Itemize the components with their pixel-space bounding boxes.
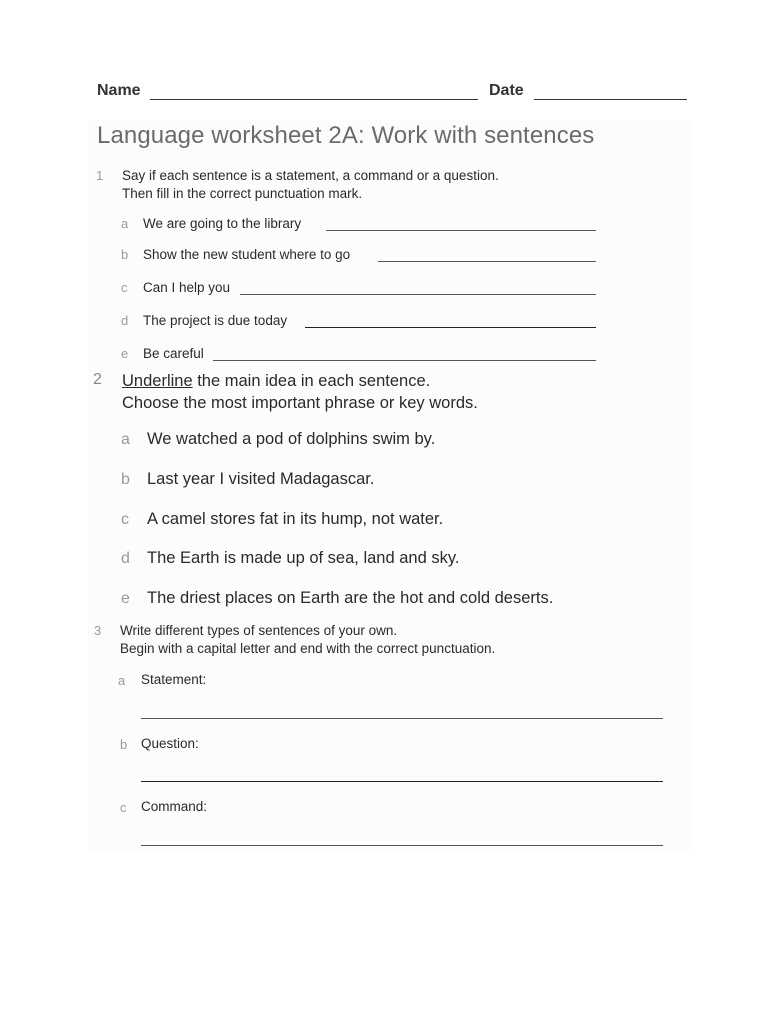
question-1-answer-line[interactable] bbox=[326, 230, 596, 231]
name-field[interactable] bbox=[150, 99, 478, 100]
question-1-item-text: The project is due today bbox=[143, 313, 288, 328]
question-1-item-letter: e bbox=[121, 346, 129, 361]
question-2-item-letter: e bbox=[121, 590, 130, 607]
date-label: Date bbox=[489, 82, 524, 99]
question-2-sentence[interactable]: We watched a pod of dolphins swim by. bbox=[147, 430, 436, 448]
command-label: Command: bbox=[141, 799, 208, 814]
question-2-sentence[interactable]: A camel stores fat in its hump, not water. bbox=[147, 510, 444, 528]
question-2-sentence[interactable]: The Earth is made up of sea, land and sky. bbox=[147, 549, 460, 567]
question-1-item-text: Show the new student where to go bbox=[143, 247, 351, 262]
question-1-answer-line[interactable] bbox=[378, 261, 596, 262]
question-1-answer-line[interactable] bbox=[305, 327, 596, 328]
question-1-number: 1 bbox=[96, 168, 104, 183]
question-1-item-letter: c bbox=[121, 280, 128, 295]
date-field[interactable] bbox=[534, 99, 687, 100]
question-1-answer-line[interactable] bbox=[240, 294, 596, 295]
question-1-item-letter: a bbox=[121, 216, 129, 231]
question-2-instruction-rest: the main idea in each sentence. bbox=[192, 372, 431, 390]
question-3-instruction-line2: Begin with a capital letter and end with the correct punctuation. bbox=[120, 641, 496, 656]
question-3-item-letter: a bbox=[118, 673, 126, 688]
question-2-sentence[interactable]: Last year I visited Madagascar. bbox=[147, 470, 375, 488]
question-1-answer-line[interactable] bbox=[213, 360, 596, 361]
question-2-item-letter: a bbox=[121, 431, 130, 448]
name-label: Name bbox=[97, 82, 141, 99]
question-2-instruction-line2: Choose the most important phrase or key words. bbox=[122, 394, 478, 412]
question-3-item-letter: b bbox=[120, 737, 128, 752]
question-1-instruction-line1: Say if each sentence is a statement, a command or a question. bbox=[122, 168, 499, 183]
question-3-instruction-line1: Write different types of sentences of your own. bbox=[120, 623, 398, 638]
question-2-item-letter: c bbox=[121, 511, 129, 528]
worksheet-title: Language worksheet 2A: Work with sentences bbox=[97, 122, 595, 149]
question-1-item-letter: b bbox=[121, 247, 129, 262]
question-1-item-text: We are going to the library bbox=[143, 216, 302, 231]
question-3-item-letter: c bbox=[120, 800, 127, 815]
statement-label: Statement: bbox=[141, 672, 207, 687]
question-2-item-letter: b bbox=[121, 471, 130, 488]
question-2-instruction-line1 bbox=[122, 370, 430, 392]
question-label: Question: bbox=[141, 736, 199, 751]
statement-answer-line[interactable] bbox=[141, 718, 663, 719]
underline-keyword: Underline bbox=[122, 372, 193, 390]
question-1-item-letter: d bbox=[121, 313, 129, 328]
question-3-number: 3 bbox=[94, 623, 102, 638]
question-2-number: 2 bbox=[93, 371, 102, 388]
command-answer-line[interactable] bbox=[141, 845, 663, 846]
question-2-item-letter: d bbox=[121, 550, 130, 567]
question-1-item-text: Can I help you bbox=[143, 280, 231, 295]
question-1-instruction-line2: Then fill in the correct punctuation mark. bbox=[122, 186, 363, 201]
question-1-item-text: Be careful bbox=[143, 346, 204, 361]
question-2-sentence[interactable]: The driest places on Earth are the hot and cold deserts. bbox=[147, 589, 554, 607]
question-answer-line[interactable] bbox=[141, 781, 663, 782]
